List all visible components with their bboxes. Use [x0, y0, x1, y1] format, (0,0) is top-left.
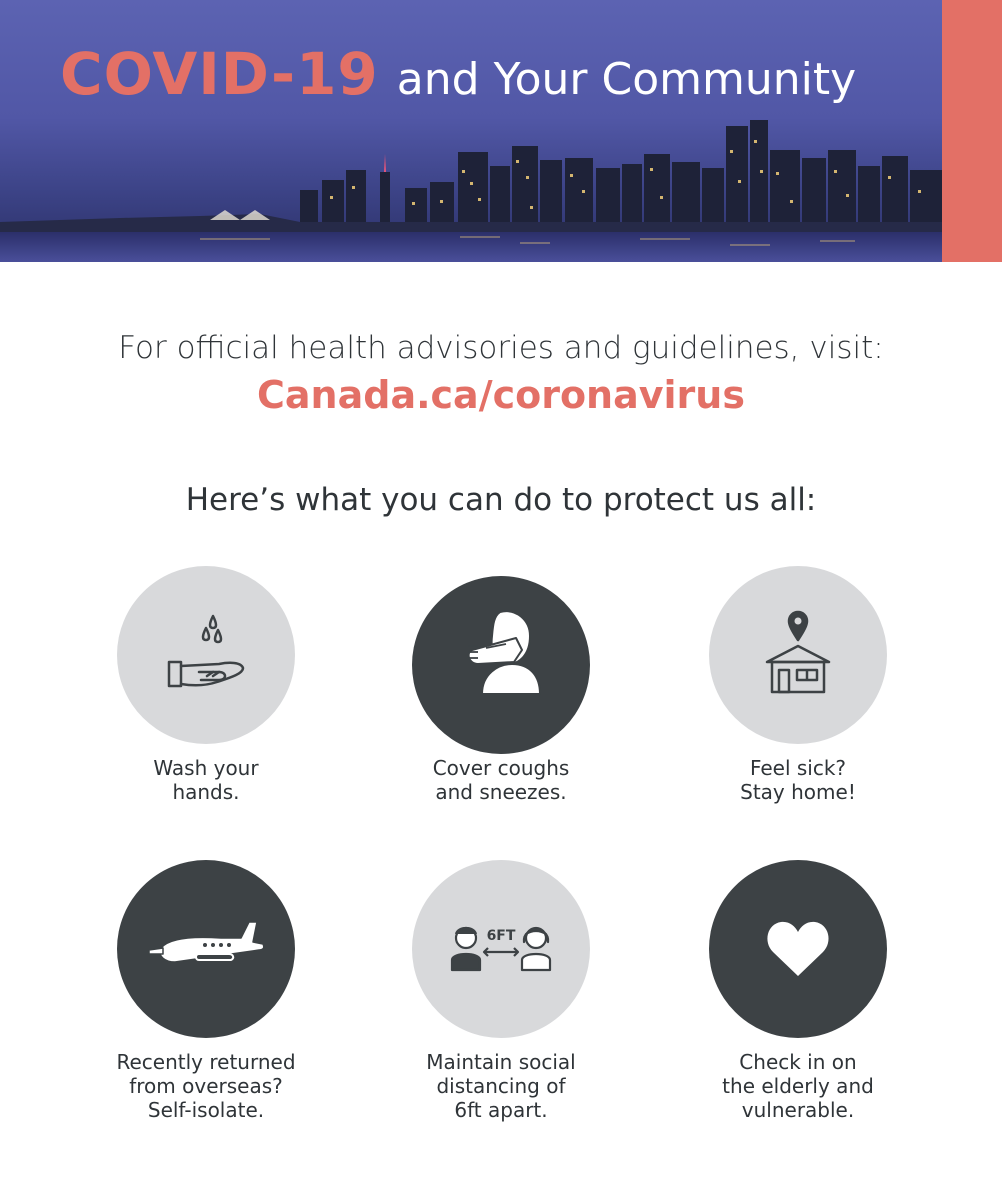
tip-caption: Cover coughs and sneezes. [432, 756, 570, 804]
social-distance-icon [412, 860, 590, 1038]
tip-circle [412, 860, 590, 1038]
airplane-icon [117, 860, 295, 1038]
tip-circle [709, 566, 887, 744]
protect-heading: Here’s what you can do to protect us all: [185, 482, 817, 518]
distance-label: 6FT [486, 928, 516, 944]
tip-caption: Feel sick? Stay home! [740, 756, 856, 804]
tip-circle [709, 860, 887, 1038]
tip-circle [412, 576, 590, 754]
tip-caption: Recently returned from overseas? Self-isolate. [116, 1050, 296, 1122]
hand-washing-icon [117, 566, 295, 744]
tip-caption: Maintain social distancing of 6ft apart. [426, 1050, 576, 1122]
title-covid: COVID-19 [60, 40, 379, 108]
heart-icon [709, 860, 887, 1038]
banner-title [60, 40, 856, 108]
house-location-icon [709, 566, 887, 744]
advisory-text: For official health advisories and guidelines, visit: [118, 330, 884, 366]
tip-circle [117, 860, 295, 1038]
advisory-link[interactable]: Canada.ca/coronavirus [257, 373, 745, 417]
tip-caption: Check in on the elderly and vulnerable. [722, 1050, 874, 1122]
tip-circle [117, 566, 295, 744]
cough-into-elbow-icon [412, 576, 590, 754]
header-banner [0, 0, 1002, 262]
skyline-silhouette [0, 110, 942, 262]
tip-caption: Wash your hands. [153, 756, 259, 804]
title-community: and Your Community [396, 54, 857, 105]
banner-accent-bar [942, 0, 1002, 262]
